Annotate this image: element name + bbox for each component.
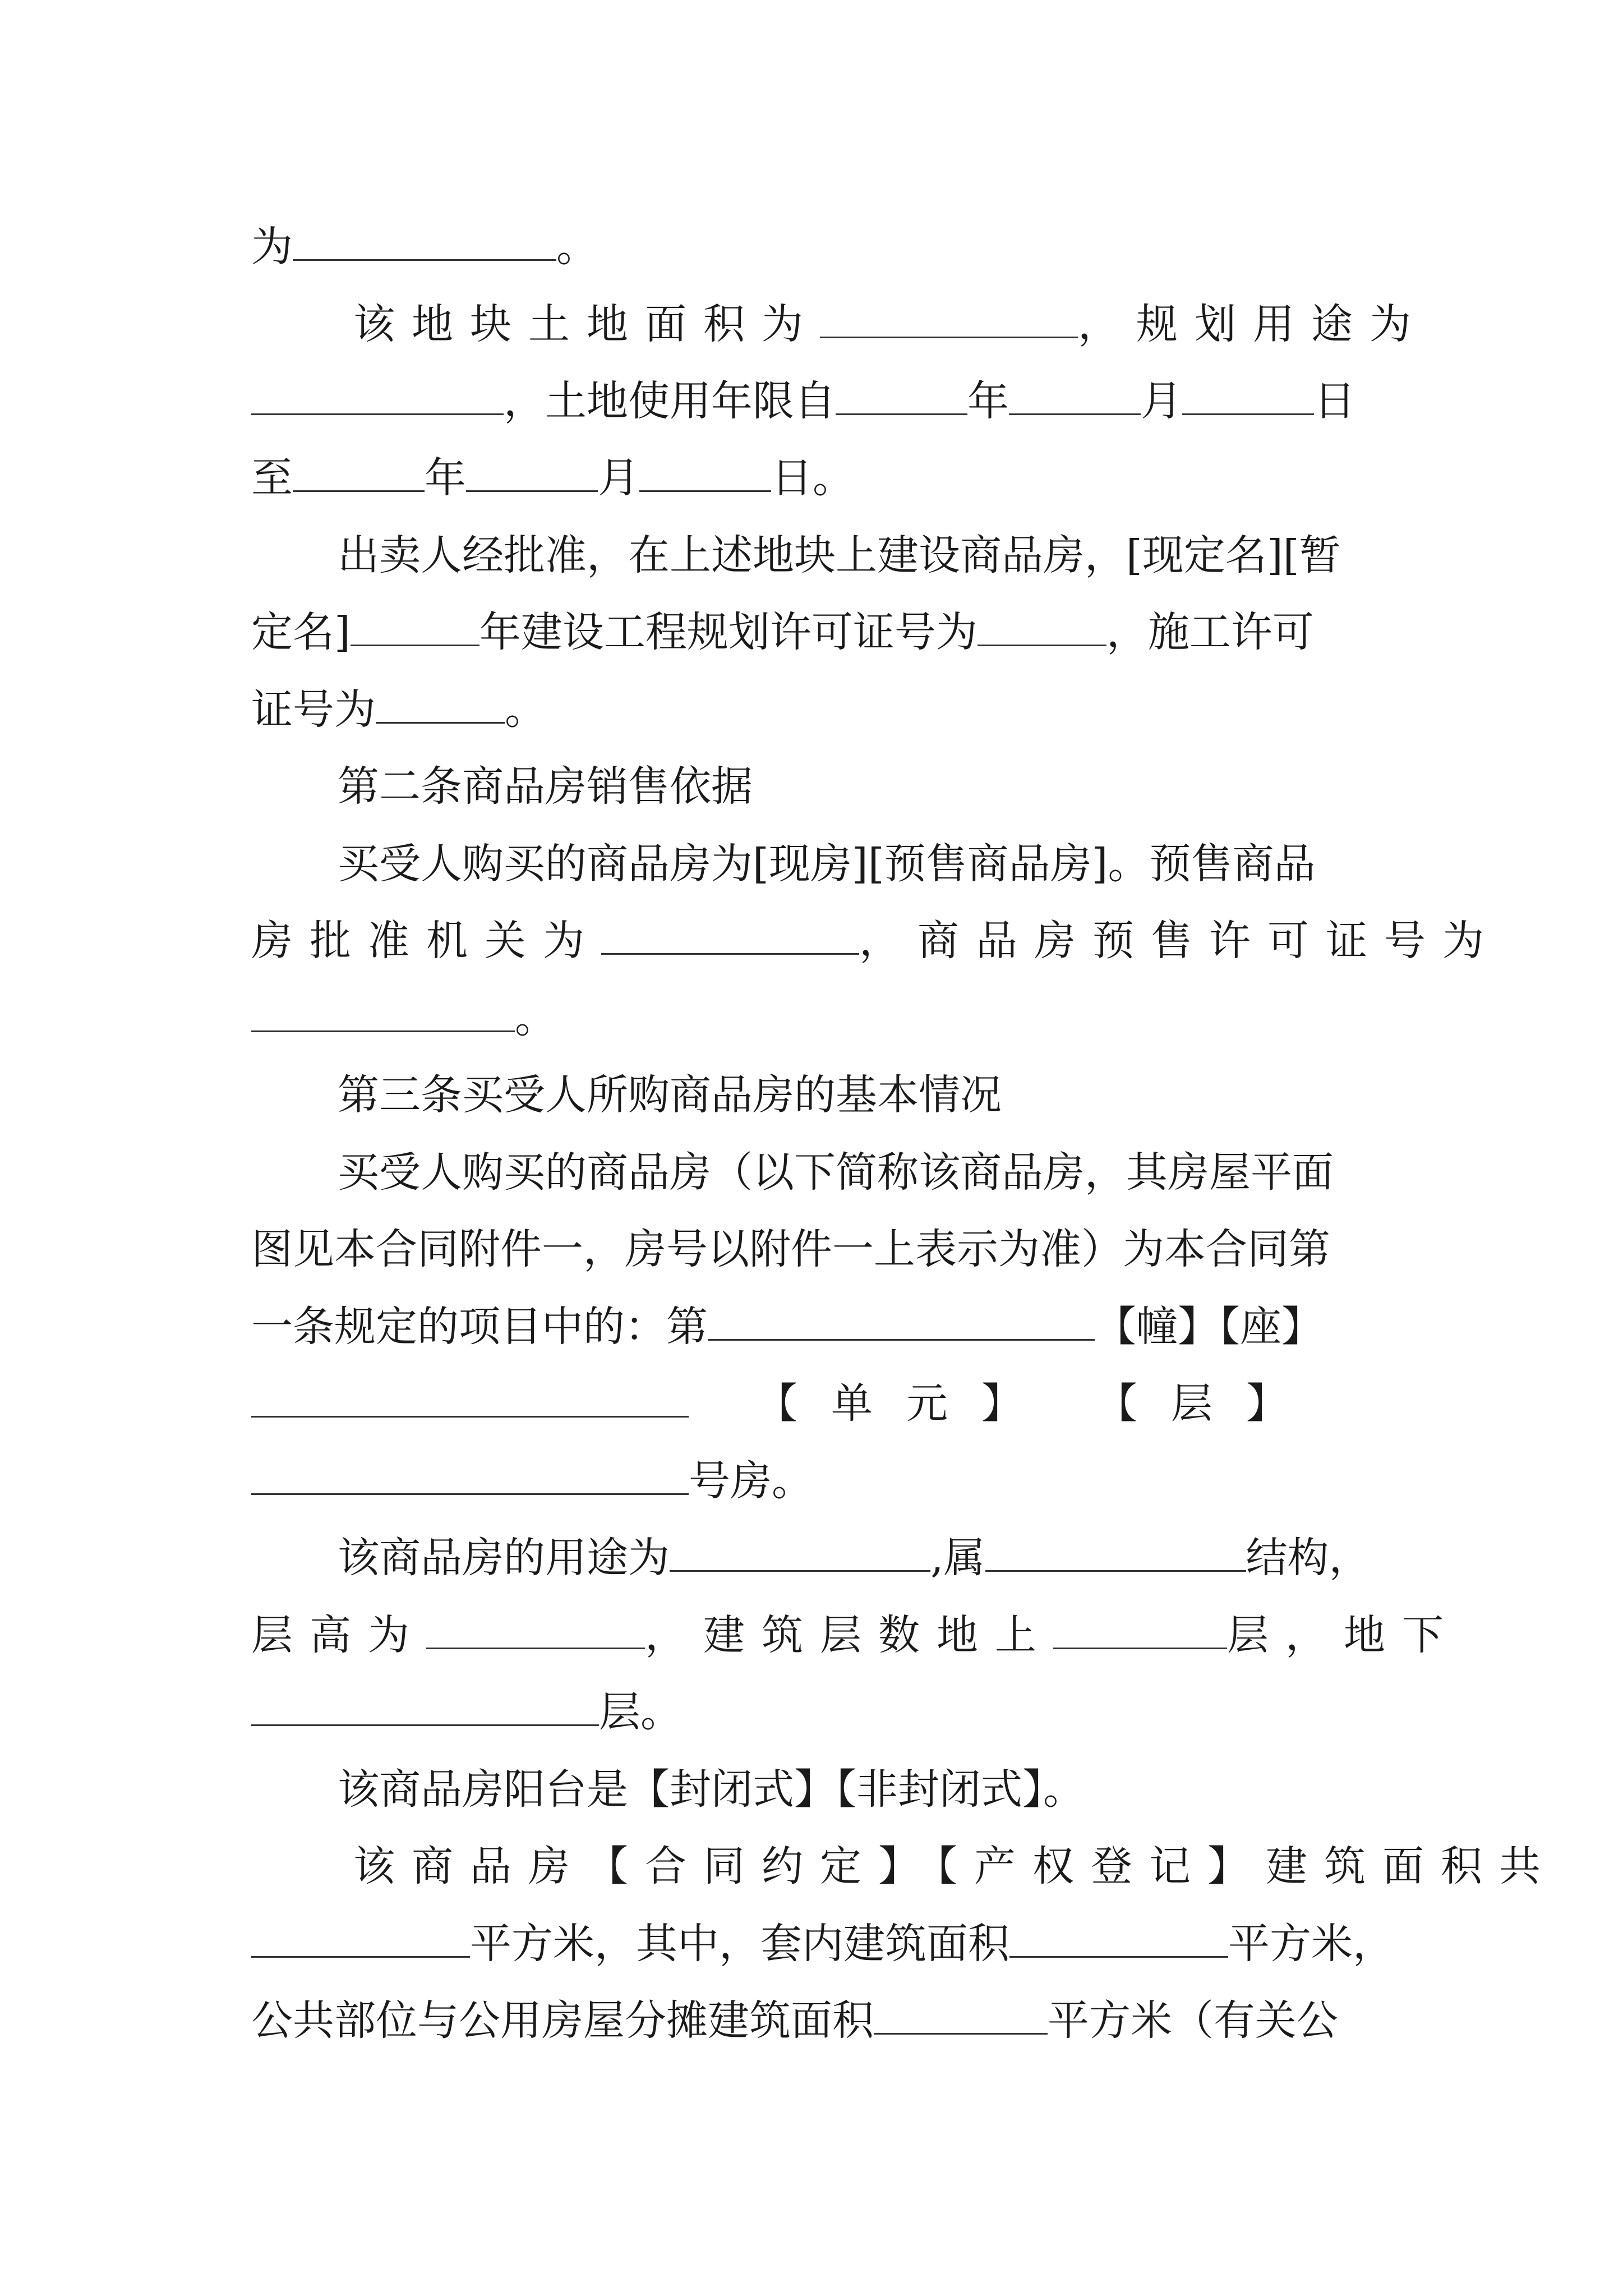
text-segment: 结构， (1246, 1534, 1371, 1582)
text-line (251, 1370, 1373, 1437)
fill-blank[interactable] (601, 914, 859, 955)
text-segment: 【层】 (1096, 1379, 1321, 1428)
text-segment: 层高为 (251, 1611, 426, 1659)
fill-blank[interactable] (251, 374, 504, 415)
text-line (353, 291, 1475, 358)
fill-blank[interactable] (251, 1377, 689, 1418)
fill-blank[interactable] (670, 1531, 930, 1572)
text-line (251, 907, 1501, 974)
text-segment: 。 (556, 223, 598, 271)
text-segment: 证号为 (251, 685, 376, 734)
text-segment: 。 (505, 685, 546, 734)
fill-blank[interactable] (978, 605, 1106, 646)
fill-blank[interactable] (293, 220, 556, 261)
text-line (338, 1756, 1459, 1823)
text-line (251, 1216, 1373, 1283)
text-segment: 定名] (251, 608, 351, 656)
fill-blank[interactable] (293, 451, 425, 492)
fill-blank[interactable] (376, 683, 505, 724)
text-segment: 该商品房的用途为 (338, 1534, 670, 1582)
text-line (251, 1602, 1460, 1669)
text-segment: 买受人购买的商品房（以下简称该商品房，其房屋平面 (338, 1148, 1334, 1197)
text-segment: 第三条买受人所购商品房的基本情况 (338, 1071, 1002, 1119)
fill-blank[interactable] (1182, 374, 1314, 415)
text-segment: ，规划用途为 (1078, 300, 1428, 348)
fill-blank[interactable] (351, 605, 479, 646)
section-heading (338, 753, 1459, 820)
text-segment: 买受人购买的商品房为[现房][预售商品房]。预售商品 (338, 840, 1316, 888)
text-segment: 平方米， (1228, 1920, 1394, 1968)
text-segment: ，施工许可 (1106, 608, 1314, 656)
text-line (251, 213, 1373, 280)
text-line (251, 1447, 1373, 1515)
text-segment: 年 (425, 454, 466, 502)
text-segment: 房批准机关为 (251, 917, 601, 965)
text-segment: 该商品房【合同约定】【产权登记】建筑面积共 (353, 1842, 1557, 1890)
fill-blank[interactable] (251, 1685, 599, 1726)
text-line (338, 830, 1459, 898)
fill-blank[interactable] (1009, 1917, 1228, 1958)
text-segment: 层，地下 (1227, 1611, 1460, 1659)
text-segment: 为 (251, 223, 293, 271)
text-segment: 至 (251, 454, 293, 502)
text-segment: 层。 (599, 1688, 682, 1736)
text-segment: 平方米，其中，套内建筑面积 (470, 1920, 1009, 1968)
text-segment: 一条规定的项目中的：第 (251, 1303, 708, 1351)
fill-blank[interactable] (874, 1994, 1048, 2035)
text-segment: 【幢】【座】 (1095, 1303, 1323, 1351)
fill-blank[interactable] (251, 1917, 470, 1958)
text-segment: 年 (967, 377, 1009, 425)
text-line (338, 1139, 1459, 1206)
fill-blank[interactable] (820, 297, 1078, 338)
text-segment: ，商品房预售许可证号为 (859, 917, 1501, 965)
text-segment: 图见本合同附件一，房号以附件一上表示为准）为本合同第 (251, 1225, 1330, 1273)
text-segment: 日。 (771, 454, 854, 502)
text-line (251, 1987, 1373, 2054)
text-segment: 第二条商品房销售依据 (338, 762, 753, 811)
text-line (251, 444, 1373, 512)
text-segment: 该商品房阳台是【封闭式】【非封闭式】。 (338, 1765, 1085, 1814)
section-heading (338, 1061, 1459, 1129)
text-line (251, 984, 1373, 1052)
text-segment: ，土地使用年限自 (504, 377, 836, 425)
text-line (251, 367, 1373, 435)
text-segment: 。 (515, 994, 556, 1042)
text-line (338, 1524, 1459, 1591)
fill-blank[interactable] (708, 1300, 1095, 1341)
fill-blank[interactable] (1009, 374, 1141, 415)
text-segment: 公共部位与公用房屋分摊建筑面积 (251, 1996, 874, 2045)
fill-blank[interactable] (639, 451, 771, 492)
text-segment: 平方米（有关公 (1048, 1996, 1338, 2045)
text-segment: 月 (598, 454, 639, 502)
text-line (251, 676, 1373, 743)
text-line (251, 1678, 1373, 1746)
text-line (353, 1833, 1557, 1900)
fill-blank[interactable] (466, 451, 598, 492)
fill-blank[interactable] (426, 1608, 645, 1649)
text-segment: 出卖人经批准，在上述地块上建设商品房，[现定名][暂 (338, 531, 1341, 579)
fill-blank[interactable] (251, 991, 515, 1032)
fill-blank[interactable] (1053, 1608, 1227, 1649)
fill-blank[interactable] (251, 1454, 689, 1495)
text-segment: 该地块土地面积为 (353, 300, 820, 348)
text-line (251, 1293, 1373, 1360)
text-segment: ，建筑层数地上 (645, 1611, 1053, 1659)
text-segment: 【单元】 (756, 1379, 1057, 1428)
text-segment: 日 (1314, 377, 1355, 425)
fill-blank[interactable] (836, 374, 967, 415)
text-line (251, 599, 1373, 666)
fill-blank[interactable] (985, 1531, 1246, 1572)
text-segment: ,属 (930, 1534, 985, 1582)
text-segment: 月 (1141, 377, 1182, 425)
text-line (338, 522, 1459, 589)
text-line (251, 1910, 1394, 1977)
text-segment: 号房。 (689, 1457, 813, 1505)
text-segment: 年建设工程规划许可证号为 (479, 608, 978, 656)
